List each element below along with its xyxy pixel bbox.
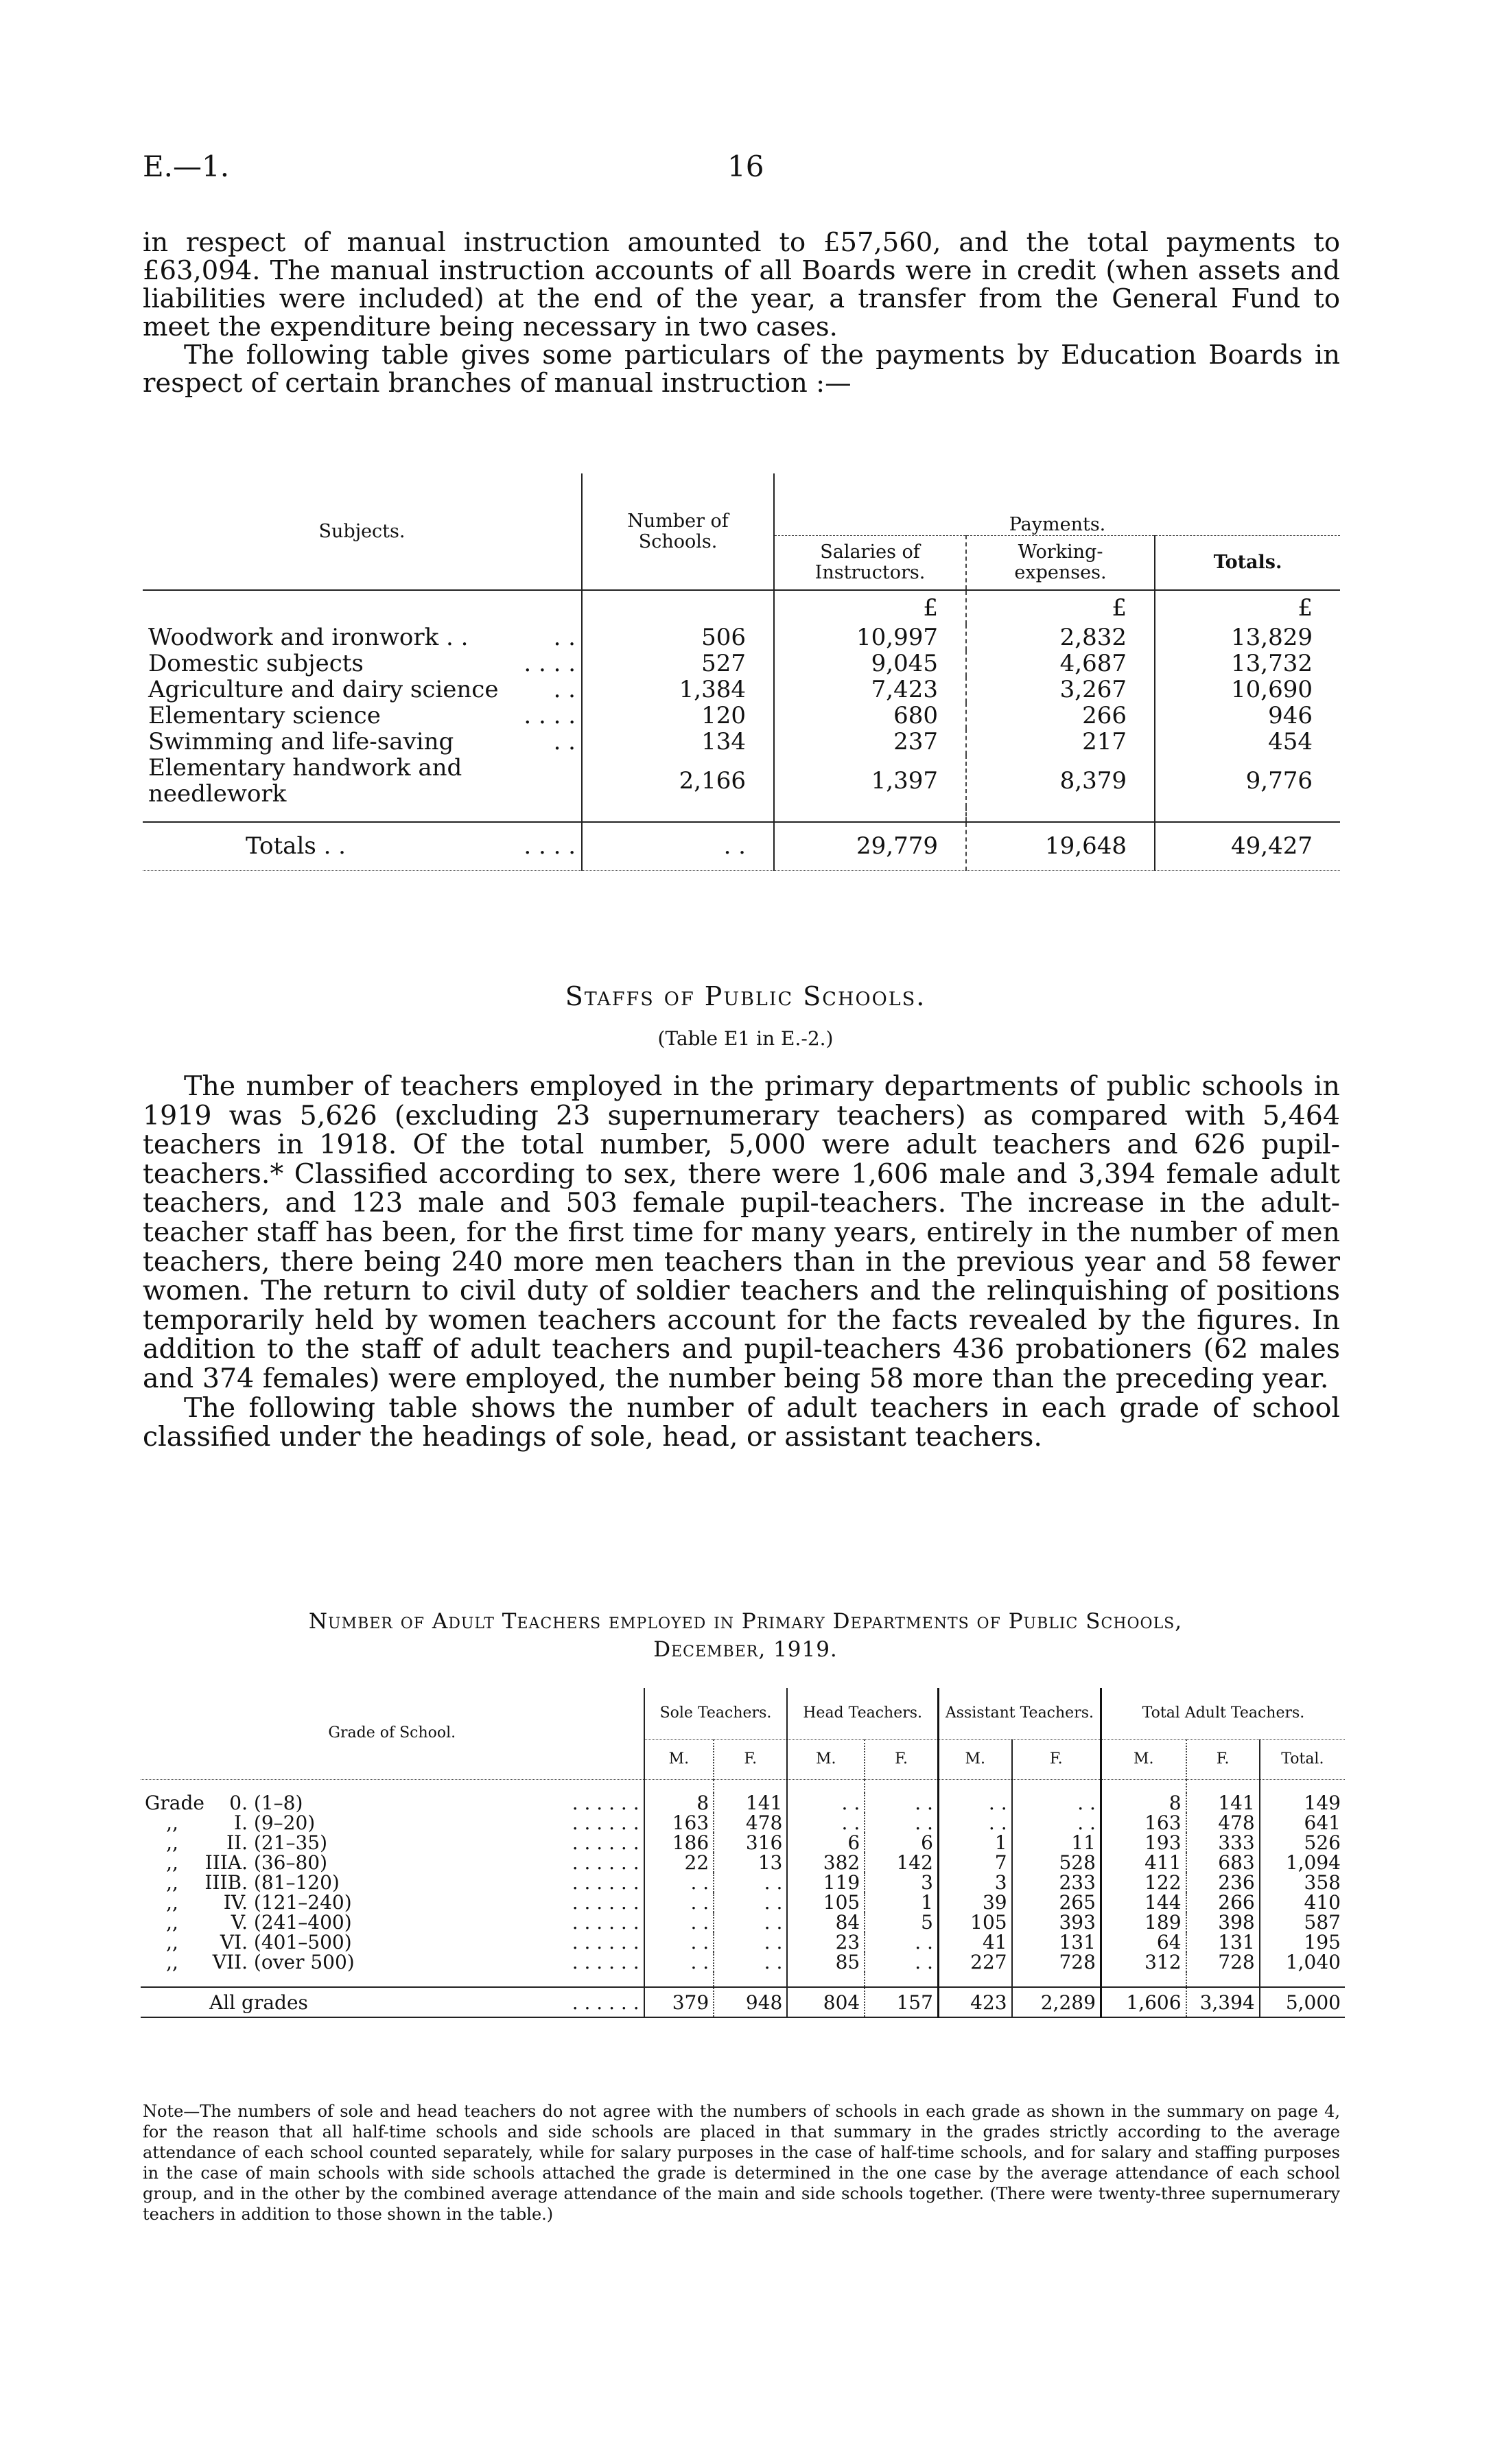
table-row: Agriculture and dairy science . . 1,384 7,423 3,267 10,690 xyxy=(143,677,1340,703)
col-head: Head Teachers. xyxy=(787,1688,938,1739)
col-working: Working-expenses. xyxy=(966,535,1155,590)
table-row: Woodwork and ironwork . . . . 506 10,997 2,832 13,829 xyxy=(143,624,1340,650)
subject-label: Elementary science xyxy=(148,702,381,729)
intro-text xyxy=(143,228,1340,397)
totals-row: All grades . . . . . . 379 948 804 157 423 2,289 1,606 3,394 5,000 xyxy=(141,1987,1345,2017)
col-assistant: Assistant Teachers. xyxy=(938,1688,1101,1739)
col-subjects: Subjects. xyxy=(318,520,406,542)
totals-label: Totals . . xyxy=(246,832,346,860)
table-row: ,, II. (21–35) . . . . . . 186 316 6 6 1 11 193 333 526 xyxy=(141,1833,1345,1853)
col-total-adult: Total Adult Teachers. xyxy=(1101,1688,1345,1739)
table-row: ,, VII. (over 500) . . . . . . . . . . 85 . . 227 728 312 728 1,040 xyxy=(141,1952,1345,1972)
col-payments: Payments. xyxy=(774,473,1340,535)
table-row: Swimming and life-saving . . 134 237 217 454 xyxy=(143,729,1340,755)
section-reference: (Table E1 in E.-2.) xyxy=(657,1027,834,1050)
table-row: Domestic subjects . . . . 527 9,045 4,687 13,732 xyxy=(143,650,1340,677)
manual-instruction-payments-table xyxy=(143,473,1340,871)
adult-teachers-table: Grade of School. Sole Teachers. Head Teachers. Assistant Teachers. Total Adult Teachers. M. F. M. F. M. F. M. F. Total. Grade 0. (1–8) . . . . . . 8 141 . . . . . . . . 8 141 149 ,, I. (9–20) . . . . . . 163 478 . . . . . . . . 163 478 641 ,, II. (21–35) . . . . . . 186 316 6 6 1 11 193 333 526 ,, IIIA. (36–80) . . . . . . 22 13 382 142 7 528 411 683 1,094 ,, IIIB. (81–120) . . . . . . . . . . 119 3 3 233 122 236 358 ,, IV. (121–240) . . . . . . . . . . 105 1 39 265 144 266 410 ,, V. (241–400) . . . . . . . . . . 84 5 105 393 189 398 587 ,, VI. (401–500) . . . . . . . . . . 23 . . 41 131 64 131 195 ,, VII. (over 500) . . . . . . . . . . 85 . . 227 728 312 728 1,040 All grades . . . . . . 379 948 804 157 423 2,289 1,606 3,394 5,000 xyxy=(141,1688,1345,2018)
document-reference: E.—1. xyxy=(143,150,230,183)
section-title: Staffs of Public Schools. xyxy=(565,981,926,1011)
table-row: ,, IIIA. (36–80) . . . . . . 22 13 382 142 7 528 411 683 1,094 xyxy=(141,1853,1345,1873)
table-row: Elementary science . . . . 120 680 266 946 xyxy=(143,703,1340,729)
col-grade: Grade of School. xyxy=(328,1724,456,1742)
table-row: Elementary handwork and needlework 2,166 1,397 8,379 9,776 xyxy=(143,755,1340,807)
subject-label: Woodwork and ironwork . . xyxy=(148,624,469,651)
table-row: ,, IIIB. (81–120) . . . . . . . . . . 119 3 3 233 122 236 358 xyxy=(141,1873,1345,1892)
table-row: ,, VI. (401–500) . . . . . . . . . . 23 . . 41 131 64 131 195 xyxy=(141,1932,1345,1952)
currency-symbol: £ xyxy=(1155,590,1340,624)
col-salaries: Salaries of Instructors. xyxy=(774,535,966,590)
table-note: Note—The numbers of sole and head teachers do not agree with the numbers of schools in each grade as shown in the summary on page 4, for the reason that all half-time schools and side schools are placed in that summary in the grades strictly according to the average attendance of each school counted separately, while for salary purposes in the case of half-time schools, and for salary and staffing purposes in the case of main schools with side schools attached the grade is determined in the one case by the average attendance of each school group, and in the other by the combined average attendance of the main and side schools together. (There were twenty-three supernumerary teachers in addition to those shown in the table.) xyxy=(143,2102,1340,2224)
table2-title-date: December, 1919. xyxy=(653,1637,838,1662)
table-row: Grade 0. (1–8) . . . . . . 8 141 . . . . . . . . 8 141 149 xyxy=(141,1793,1345,1813)
subject-label: Swimming and life-saving xyxy=(148,728,454,755)
paragraph-teacher-numbers: The number of teachers employed in the primary departments of public schools in 1919 was 5,626 (excluding 23 supernumerary teachers) as compared with 5,464 teachers in 1918. Of the total number, 5,000 were adult teachers and 626 pupil-teachers.* Classified according to sex, there were 1,606 male and 3,394 female adult teachers, and 123 male and 503 female pupil-teachers. The increase in the adult-teacher staff has been, for the first time for many years, entirely in the number of men teachers, there being 240 more men teachers than in the previous year and 58 fewer women. The return to civil duty of soldier teachers and the relinquishing of positions temporarily held by women teachers account for the facts revealed by the figures. In addition to the staff of adult teachers and pupil-teachers 436 probationers (62 males and 374 females) were employed, the number being 58 more than the preceding year. xyxy=(143,1070,1340,1394)
subject-label: Domestic subjects xyxy=(148,650,364,677)
subject-label: Elementary handwork and needlework xyxy=(148,754,462,808)
staffs-text xyxy=(143,1072,1340,1452)
table-row: ,, V. (241–400) . . . . . . . . . . 84 5 105 393 189 398 587 xyxy=(141,1912,1345,1932)
paragraph-manual-instruction: in respect of manual instruction amounted to £57,560, and the total payments to £63,094. The manual instruction accounts of all Boards were in credit (when assets and liabilities were included) at the end of the year, a transfer from the General Fund to meet the expenditure being necessary in two cases. xyxy=(143,227,1340,342)
currency-symbol: £ xyxy=(774,590,966,624)
paragraph-table2-intro: The following table shows the number of adult teachers in each grade of school classified under the headings of sole, head, or assistant teachers. xyxy=(143,1392,1340,1453)
table-row: ,, I. (9–20) . . . . . . 163 478 . . . . . . . . 163 478 641 xyxy=(141,1813,1345,1833)
table-row: ,, IV. (121–240) . . . . . . . . . . 105 1 39 265 144 266 410 xyxy=(141,1892,1345,1912)
table2-title: Number of Adult Teachers employed in Primary Departments of Public Schools, xyxy=(308,1609,1183,1634)
col-sole: Sole Teachers. xyxy=(644,1688,788,1739)
col-totals: Totals. xyxy=(1155,535,1340,590)
totals-row: Totals . . . . . . . . 29,779 19,648 49,427 xyxy=(143,822,1340,870)
col-schools: Number of Schools. xyxy=(582,473,774,590)
subject-label: Agriculture and dairy science xyxy=(148,676,499,703)
page-number: 16 xyxy=(727,150,764,183)
totals-label: All grades xyxy=(209,1991,308,2014)
paragraph-table-intro: The following table gives some particulars of the payments by Education Boards in respect of certain branches of manual instruction :— xyxy=(143,340,1340,399)
currency-symbol: £ xyxy=(966,590,1155,624)
